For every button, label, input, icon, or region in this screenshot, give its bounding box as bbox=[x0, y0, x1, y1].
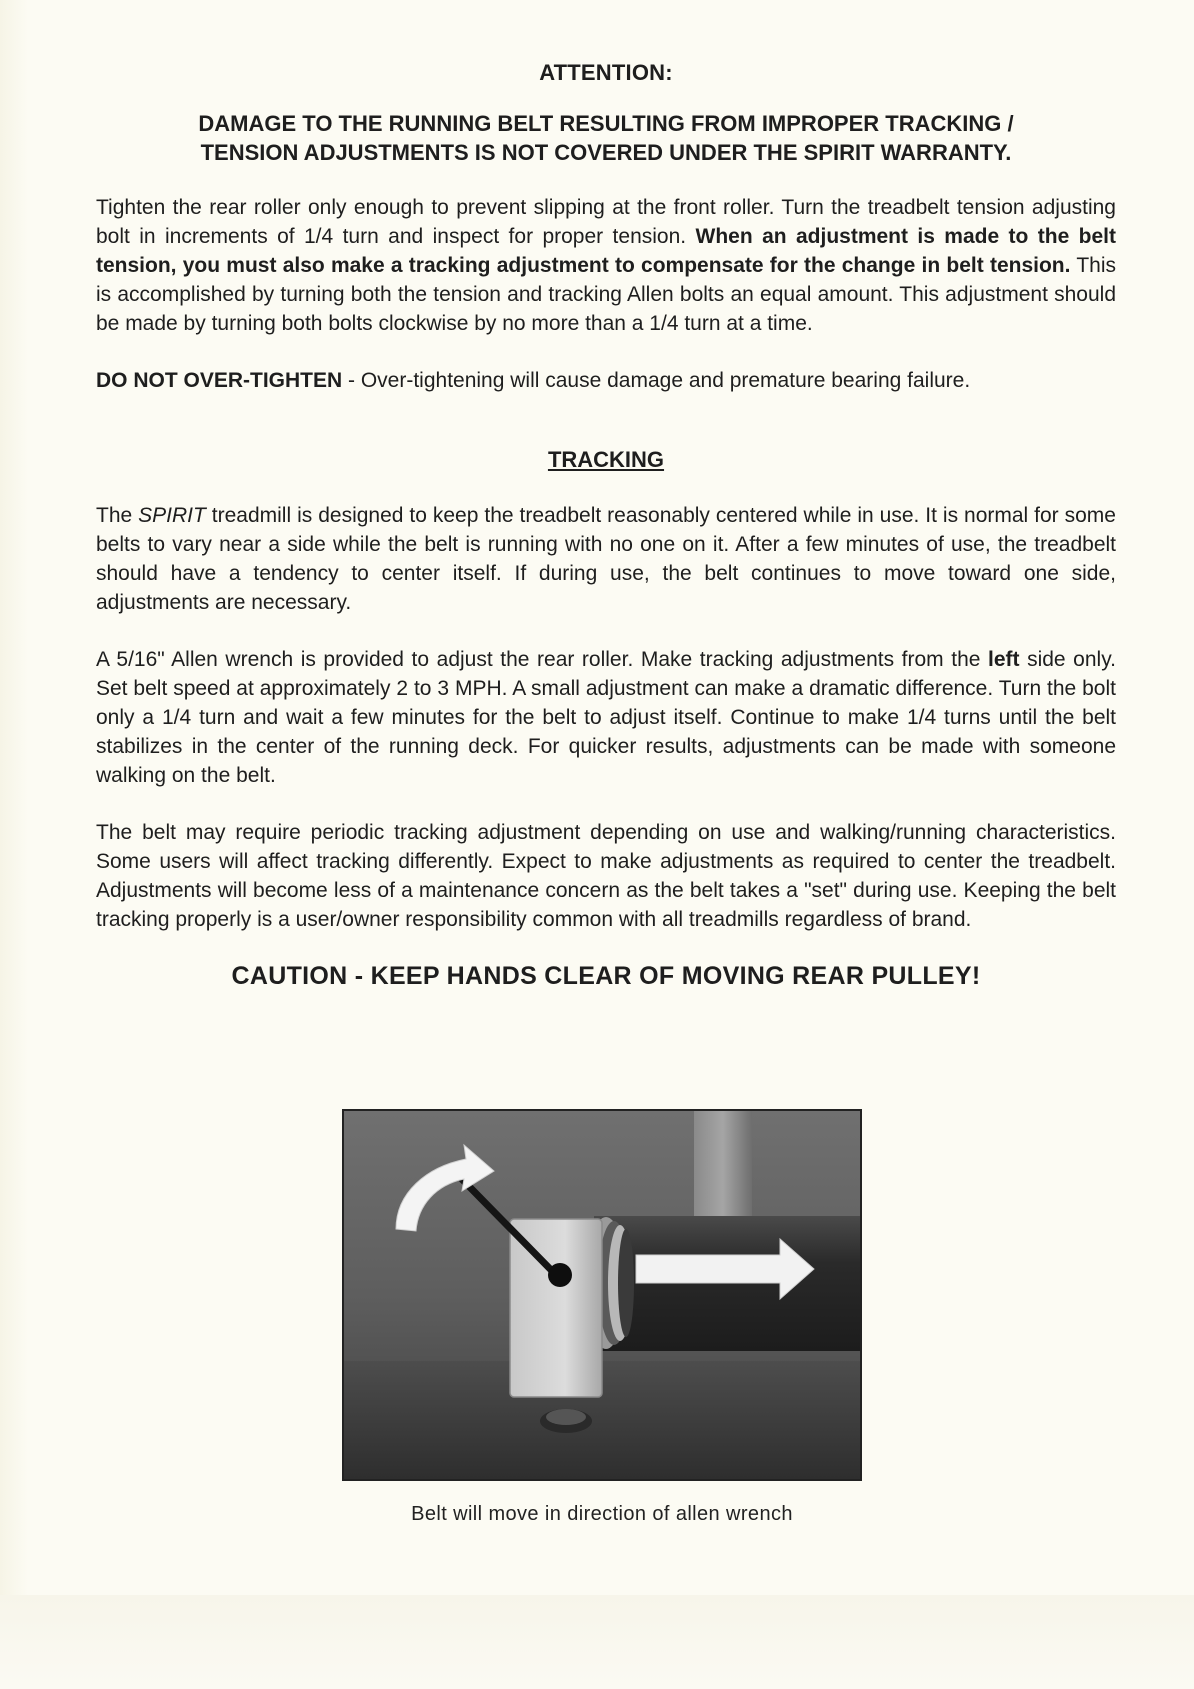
treadmill-rear-roller-photo bbox=[342, 1109, 862, 1481]
tracking-p2-rest: side only. Set belt speed at approximately 2 to 3 MPH. A small adjustment can make a dramatic difference. Turn the bolt only a 1/4 turn and wait a few minutes for the belt to adjust itself. Continue to make 1/4 turns until the belt stabilizes in the center of the running deck. For quicker results, adjustments can be made with someone walking on the belt. bbox=[96, 648, 1116, 787]
tracking-paragraph-2 bbox=[96, 645, 1116, 790]
page-bottom-edge bbox=[0, 1595, 1194, 1689]
tracking-heading: TRACKING bbox=[547, 447, 665, 472]
over-tighten-text: - Over-tightening will cause damage and premature bearing failure. bbox=[342, 369, 971, 392]
warranty-notice bbox=[96, 109, 1116, 167]
attention-title: ATTENTION: bbox=[539, 60, 673, 85]
tension-text-bold: When an adjustment is made to the belt tension, you must also make a tracking adjustment to compensate for the change in belt tension. bbox=[96, 225, 1116, 277]
tracking-paragraph-1 bbox=[96, 501, 1116, 617]
caution-warning: CAUTION - KEEP HANDS CLEAR OF MOVING REAR PULLEY! bbox=[231, 962, 981, 990]
warranty-line-2: TENSION ADJUSTMENTS IS NOT COVERED UNDER THE SPIRIT WARRANTY. bbox=[200, 140, 1012, 165]
tracking-paragraph-3: The belt may require periodic tracking adjustment depending on use and walking/running characteristics. Some users will affect tracking differently. Expect to make adjustments as required to center the treadbelt. Adjustments will become less of a maintenance concern as the belt takes a "set" during use. Keeping the belt tracking properly is a user/owner responsibility common with all treadmills regardless of brand. bbox=[96, 821, 1116, 931]
over-tighten-warning bbox=[96, 366, 1116, 395]
photo-illustration bbox=[344, 1111, 860, 1479]
tracking-p2-start: A 5/16" Allen wrench is provided to adjust the rear roller. Make tracking adjustments from the bbox=[96, 648, 989, 671]
spirit-brand-name: SPIRIT bbox=[138, 504, 206, 527]
figure-caption: Belt will move in direction of allen wrench bbox=[411, 1503, 793, 1525]
tension-text-start: Tighten the rear roller only enough to prevent slipping at the front roller. Turn the treadbelt tension adjusting bolt in increments of 1/4 turn and inspect for proper tension. bbox=[96, 196, 1116, 248]
warranty-line-1: DAMAGE TO THE RUNNING BELT RESULTING FROM IMPROPER TRACKING / bbox=[198, 111, 1014, 136]
tension-paragraph bbox=[96, 193, 1116, 338]
over-tighten-label: DO NOT OVER-TIGHTEN bbox=[96, 369, 343, 392]
tracking-p1-start: The bbox=[96, 504, 139, 527]
document-content bbox=[96, 60, 1116, 1007]
tracking-p1-rest: treadmill is designed to keep the treadbelt reasonably centered while in use. It is normal for some belts to vary near a side while the belt is running with no one on it. After a few minutes of use, the treadbelt should have a tendency to center itself. If during use, the belt continues to move toward one side, adjustments are necessary. bbox=[96, 504, 1116, 614]
left-side-emphasis: left bbox=[988, 648, 1020, 671]
tension-text-end: This is accomplished by turning both the tension and tracking Allen bolts an equal amount. This adjustment should be made by turning both bolts clockwise by no more than a 1/4 turn at a time. bbox=[96, 254, 1116, 335]
